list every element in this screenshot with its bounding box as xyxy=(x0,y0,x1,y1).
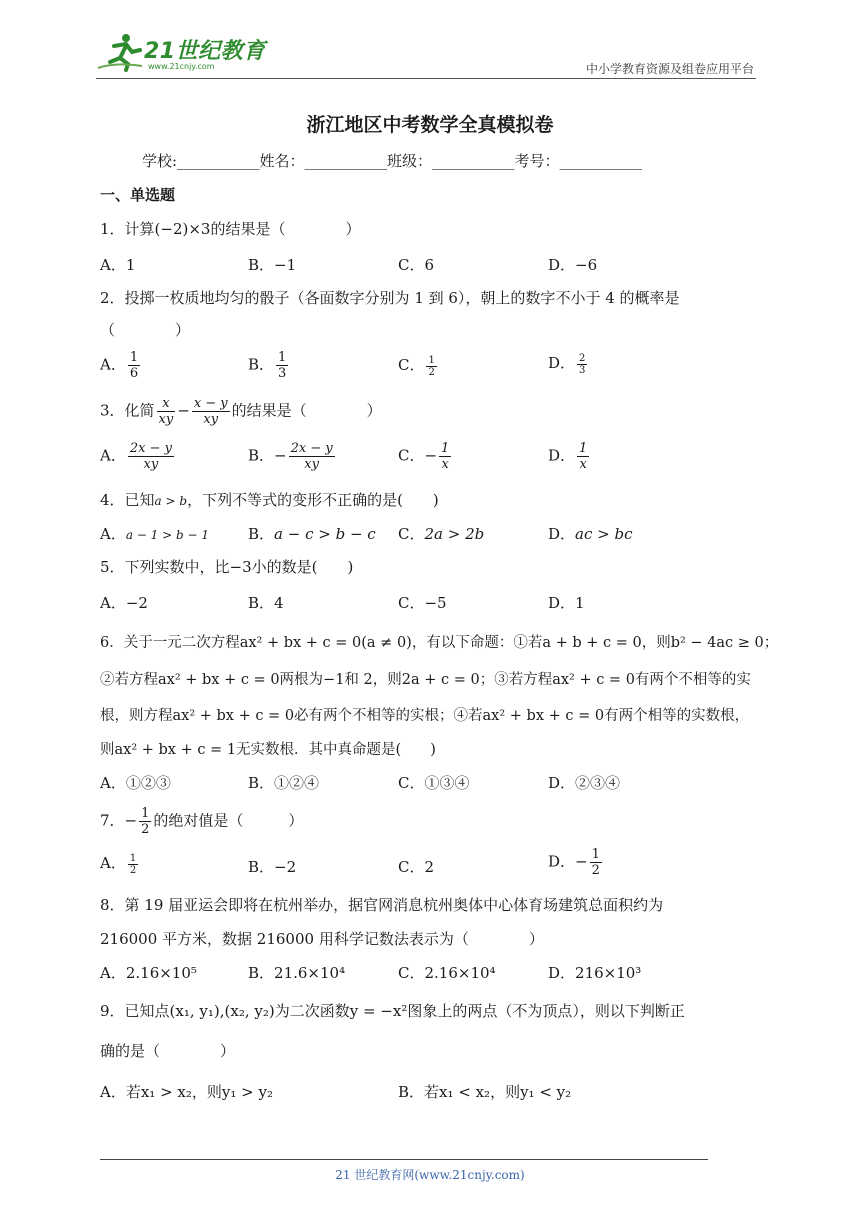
numerator: 1 xyxy=(278,350,287,365)
question-7-stem xyxy=(100,806,303,837)
option-label: D．− xyxy=(548,852,588,871)
footer-divider xyxy=(100,1159,708,1160)
numerator: 1 xyxy=(441,441,450,456)
question-4-stem xyxy=(100,489,439,510)
question-2-stem-cont: （ ） xyxy=(100,321,191,339)
numerator: 2 xyxy=(579,352,586,364)
q9-option-a: A．若x₁ > x₂，则y₁ > y₂ xyxy=(100,1083,273,1101)
q5-option-c: C．−5 xyxy=(398,594,447,612)
q2-option-d xyxy=(548,352,589,376)
q2-option-a xyxy=(100,350,142,381)
option-label: D． xyxy=(548,446,576,465)
q7-option-a xyxy=(100,852,140,876)
option-label: D． xyxy=(548,525,576,543)
q1-option-d: D．−6 xyxy=(548,256,598,274)
numerator: 2x − y xyxy=(290,441,333,456)
runner-logo-icon xyxy=(96,32,144,72)
fraction xyxy=(276,350,288,381)
q3-option-d xyxy=(548,441,591,472)
fraction xyxy=(128,441,174,472)
option-label: A． xyxy=(100,854,126,872)
fraction xyxy=(289,441,335,472)
question-8-line-1: 8．第 19 届亚运会即将在杭州举办，据官网消息杭州奥体中心体育场建筑总面积约为 xyxy=(100,896,664,914)
q9-option-b: B．若x₁ < x₂，则y₁ < y₂ xyxy=(398,1083,572,1101)
denominator: xy xyxy=(143,457,159,472)
question-1-stem: 1．计算(−2)×3的结果是（ ） xyxy=(100,220,361,238)
option-label: C． xyxy=(398,356,425,374)
fraction xyxy=(577,353,587,376)
denominator: 2 xyxy=(141,822,150,837)
denominator: x xyxy=(579,457,587,472)
page-title: 浙江地区中考数学全真模拟卷 xyxy=(306,114,554,136)
denominator: xy xyxy=(304,457,319,472)
stem-text: 的结果是（ ） xyxy=(231,401,382,420)
q4-option-d xyxy=(548,523,632,544)
q8-option-a: A．2.16×10⁵ xyxy=(100,964,197,982)
numerator: 1 xyxy=(579,441,588,456)
fraction xyxy=(577,441,589,472)
fraction xyxy=(426,355,436,378)
numerator: 1 xyxy=(129,852,137,864)
platform-name: 中小学教育资源及组卷应用平台 xyxy=(585,62,754,76)
q6-option-d: D．②③④ xyxy=(548,774,621,792)
math-expression: ac > bc xyxy=(575,525,633,543)
fraction xyxy=(139,806,151,837)
q7-option-c: C．2 xyxy=(398,858,435,876)
option-label: C． xyxy=(398,525,425,543)
q4-option-a xyxy=(100,523,209,544)
option-label: D． xyxy=(548,354,576,372)
numerator: 1 xyxy=(428,354,435,366)
question-5-stem: 5．下列实数中，比−3小的数是( ) xyxy=(100,558,354,576)
numerator: x xyxy=(157,396,176,412)
stem-text: 3．化简 xyxy=(100,401,155,420)
option-label: B．− xyxy=(248,446,287,465)
denominator: xy xyxy=(203,412,219,427)
question-3-stem xyxy=(100,396,382,427)
q1-option-b: B．−1 xyxy=(248,256,297,274)
fraction xyxy=(128,350,140,381)
q7-option-b: B．−2 xyxy=(248,858,297,876)
stem-text: 的绝对值是（ ） xyxy=(153,811,304,830)
question-6-line-3: 根，则方程ax² + bx + c = 0必有两个不相等的实根；④若ax² + bx + c = 0有两个相等的实数根， xyxy=(100,708,750,724)
q6-option-c: C．①③④ xyxy=(398,774,470,792)
option-label: A． xyxy=(100,525,126,543)
q5-option-b: B．4 xyxy=(248,594,284,612)
math-expression: 2a > 2b xyxy=(424,525,485,543)
denominator: 2 xyxy=(591,863,600,878)
q1-option-a: A．1 xyxy=(100,256,136,274)
denominator: 2 xyxy=(129,864,137,876)
q8-option-c: C．2.16×10⁴ xyxy=(398,964,496,982)
denominator: x xyxy=(441,457,449,472)
fraction xyxy=(128,853,138,876)
option-label: C．− xyxy=(398,446,438,465)
numerator: 1 xyxy=(129,350,139,365)
option-label: B． xyxy=(248,355,275,374)
q4-option-c xyxy=(398,523,484,544)
stem-text: 7．− xyxy=(100,811,138,830)
numerator: 1 xyxy=(591,847,600,862)
question-8-line-2: 216000 平方米，数据 216000 用科学记数法表示为（ ） xyxy=(100,930,544,948)
question-9-line-1: 9．已知点(x₁, y₁),(x₂, y₂)为二次函数y = −x²图象上的两点（不为顶点），则以下判断正 xyxy=(100,1002,685,1020)
stem-text: 4．已知 xyxy=(100,491,155,509)
logo xyxy=(96,32,266,76)
denominator: 3 xyxy=(579,364,586,376)
q3-option-c xyxy=(398,441,453,472)
q7-option-d xyxy=(548,847,604,878)
q4-option-b xyxy=(248,523,376,544)
minus-sign: − xyxy=(177,401,190,420)
q5-option-d: D．1 xyxy=(548,594,585,612)
q2-option-c xyxy=(398,354,439,378)
question-6-line-1: 6．关于一元二次方程ax² + bx + c = 0(a ≠ 0)，有以下命题：①若a + b + c = 0，则b² − 4ac ≥ 0； xyxy=(100,635,779,651)
q5-option-a: A．−2 xyxy=(100,594,148,612)
denominator: 3 xyxy=(278,366,287,381)
numerator: x − y xyxy=(193,396,228,411)
numerator: 2x − y xyxy=(129,441,172,456)
math-expression: a > b xyxy=(154,494,188,508)
math-expression: a − c > b − c xyxy=(274,525,376,543)
option-label: B． xyxy=(248,525,275,543)
question-6-line-4: 则ax² + bx + c = 1无实数根．其中真命题是( ) xyxy=(100,742,436,758)
fraction xyxy=(590,847,602,878)
page-footer: 21 世纪教育网(www.21cnjy.com) xyxy=(335,1168,525,1182)
logo-text: 21世纪教育 xyxy=(144,39,266,64)
question-6-line-2: ②若方程ax² + bx + c = 0两根为−1和 2，则2a + c = 0；③若方程ax² + c = 0有两个不相等的实 xyxy=(100,672,751,688)
q1-option-c: C．6 xyxy=(398,256,435,274)
option-label: A． xyxy=(100,355,126,374)
q6-option-a: A．①②③ xyxy=(100,774,171,792)
logo-url: www.21cnjy.com xyxy=(148,62,215,71)
student-info-line: 学校:___________姓名：___________班级：___________考号：___________ xyxy=(142,152,643,170)
stem-text: ，下列不等式的变形不正确的是( ) xyxy=(187,491,439,509)
q6-option-b: B．①②④ xyxy=(248,774,320,792)
question-9-line-2: 确的是（ ） xyxy=(100,1042,236,1060)
numerator: 1 xyxy=(141,806,150,821)
q3-option-a xyxy=(100,441,176,472)
denominator: xy xyxy=(158,412,174,427)
fraction xyxy=(192,396,230,427)
q3-option-b xyxy=(248,441,337,472)
denominator: 2 xyxy=(428,366,435,378)
page-header xyxy=(96,30,756,79)
q2-option-b xyxy=(248,350,290,381)
section-title: 一、单选题 xyxy=(100,186,176,204)
question-2-stem: 2．投掷一枚质地均匀的骰子（各面数字分别为 1 到 6），朝上的数字不小于 4 的概率是 xyxy=(100,289,680,307)
fraction xyxy=(439,441,451,472)
denominator: 6 xyxy=(129,366,139,381)
q8-option-d: D．216×10³ xyxy=(548,964,642,982)
fraction xyxy=(157,396,176,427)
math-expression: a − 1 > b − 1 xyxy=(125,528,209,542)
q8-option-b: B．21.6×10⁴ xyxy=(248,964,346,982)
option-label: A． xyxy=(100,446,126,465)
